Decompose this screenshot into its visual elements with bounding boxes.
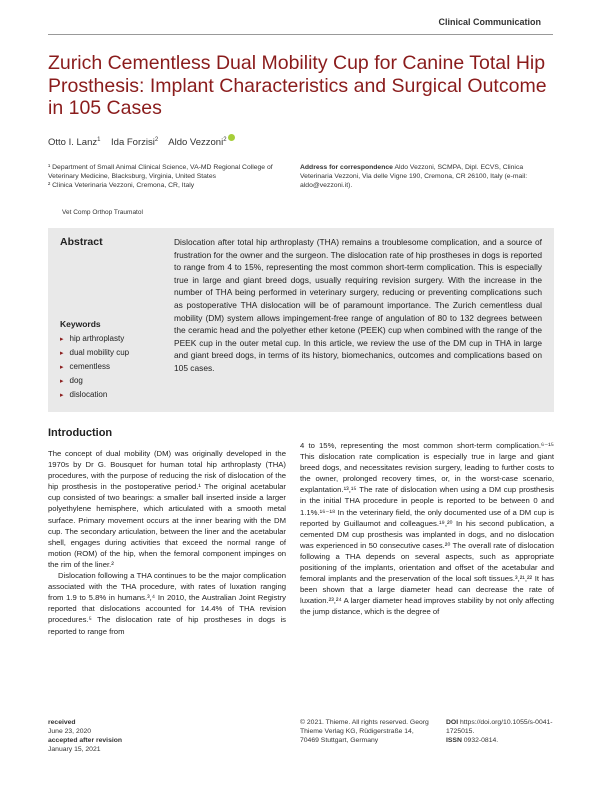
keyword-item[interactable]: ▸ dislocation [60,388,129,402]
keyword-item[interactable]: ▸ dog [60,374,129,388]
keywords-heading: Keywords [60,319,101,329]
header-divider [48,34,553,35]
body-column-left [48,448,286,637]
keyword-item[interactable]: ▸ dual mobility cup [60,346,129,360]
abstract-text: Dislocation after total hip arthroplasty (THA) remains a troublesome complication, and a source of frustration for the owner and the surgeon. The dislocation rate of hip prostheses in dogs is reported to range from 4 to 15%, representing the most common short-term complication. This is especially true in large and giant breed dogs, usually requiring revision surgery. With the increase in the number of THA being performed in veterinary surgery, reducing or preventing complications such as postoperative THA dislocation will be of paramount importance. The Zurich cementless dual mobility (DM) system allows impingement-free range of angulation of 80 to 132 degrees between the ceramic head and the polyether ether ketone (PEEK) cup when combined with the range of the PEEK cup in the outer metal cup. In this article, we review the use of the DM cup in THA in large and giant breed dogs, in terms of its history, biomechanics, outcomes and complications based on 105 cases. [174,237,542,373]
introduction-heading: Introduction [48,427,113,439]
author-name[interactable]: Otto I. Lanz [48,137,98,149]
correspondence-text: Aldo Vezzoni, SCMPA, Dipl. ECVS, Clinica Veterinaria Vezzoni, Via delle Vigne 190, Cremona, CR 26100, Italy (e-mail: aldo@vezzoni.it). [300,164,528,189]
journal-name: Vet Comp Orthop Traumatol [62,209,143,216]
paragraph: The concept of dual mobility (DM) was originally developed in the 1970s by Dr G. Bousquet for human total hip arthroplasty (THA) procedures, with the purpose of reducing the risk of dislocation of the hip prosthesis in the postoperative period.¹ The original acetabular cup consisted of two bearings: a smaller ball inserted inside a larger polyethylene hemisphere, which articulated with a smooth metal surface. Primary movement occurs at the inner bearing with the DM cup. The secondary articulation, between the liner and the acetabular shell, engages during activities that exceed the normal range of motion (ROM) of the hip, when the femoral component impinges on the rim of the liner.² [48,449,286,569]
received-label: received [48,719,76,726]
doi-label: DOI [446,719,459,726]
publisher-info: © 2021. Thieme. All rights reserved. Georg Thieme Verlag KG, Rüdigerstraße 14, 70469 Stuttgart, Germany [300,719,429,744]
page-header [0,0,601,36]
section-label: Clinical Communication [438,17,541,27]
correspondence-label: Address for correspondence [300,164,393,171]
abstract-heading: Abstract [60,236,103,248]
author-list: Otto I. Lanz$^1$ Ida Forzisi$^2$ Aldo Vezzoni$^2$ [48,134,235,148]
received-date: June 23, 2020 [48,728,92,735]
doi-link[interactable]: https://doi.org/10.1055/s-0041-1725015. [446,719,553,735]
accepted-date: January 15, 2021 [48,746,101,753]
orcid-icon[interactable] [228,134,235,141]
affiliations [48,163,293,190]
author-name[interactable]: Aldo Vezzoni [168,137,224,149]
article-dates [48,718,248,754]
keyword-item[interactable]: ▸ cementless [60,360,129,374]
paragraph: Dislocation following a THA continues to be the major complication associated with the THA procedure, with rates of luxation ranging from 1.9 to 5.8% in humans.³,⁴ In 2010, the Australian Joint Registry reported that dislocations accounted for 14.4% of THA revision procedures.⁵ The dislocation rate of hip prostheses in dogs is reported to range from [48,571,286,636]
abstract-panel [48,228,554,412]
accepted-label: accepted after revision [48,737,123,744]
issn-label: ISSN [446,737,462,744]
correspondence-address [300,163,550,190]
author-name[interactable]: Ida Forzisi [111,137,155,149]
issn-value: 0932-0814. [463,737,499,744]
affiliation-2: ² Clinica Veterinaria Vezzoni, Cremona, CR, Italy [48,182,195,189]
doi-issn [446,718,556,745]
article-title: Zurich Cementless Dual Mobility Cup for Canine Total Hip Prosthesis: Implant Characteristics and Surgical Outcome in 105 Cases [48,52,547,119]
body-column-right [300,440,554,618]
keyword-item[interactable]: ▸ hip arthroplasty [60,332,129,346]
affiliation-1: ¹ Department of Small Animal Clinical Science, VA-MD Regional College of Veterinary Medicine, Blacksburg, Virginia, United States [48,164,273,180]
paragraph: 4 to 15%, representing the most common short-term complication.⁶⁻¹⁵ This dislocation rate complication is especially true in large and giant breed dogs, and necessitates revision surgery, leading to further costs to the owner, prolonged recovery times, or, in the worst-case scenario, explantation.¹³,¹⁵ The rate of dislocation when using a DM cup prosthesis in the initial THA procedure in people is reported to be between 0 and 1.1%.¹⁶⁻¹⁸ In the veterinary field, the only documented use of a DM cup is reported by Guillaumot and colleagues.¹⁹,²⁰ In his second publication, a cemented DM cup prosthesis was implanted in dogs, and no dislocation was experienced in 50 consecutive cases.²⁰ The overall rate of dislocation following a THA depends on several aspects, such as appropriate positioning of the implants, orientation and offset of the acetabular and femoral implants and the preservation of the local soft tissues.³,²¹,²² It has been shown that a large diameter head can decrease the rate of luxation.²³,²⁴ A larger diameter head improves stability by not only affecting the jump distance, which is the degree of [300,441,554,617]
keyword-list [60,332,129,402]
